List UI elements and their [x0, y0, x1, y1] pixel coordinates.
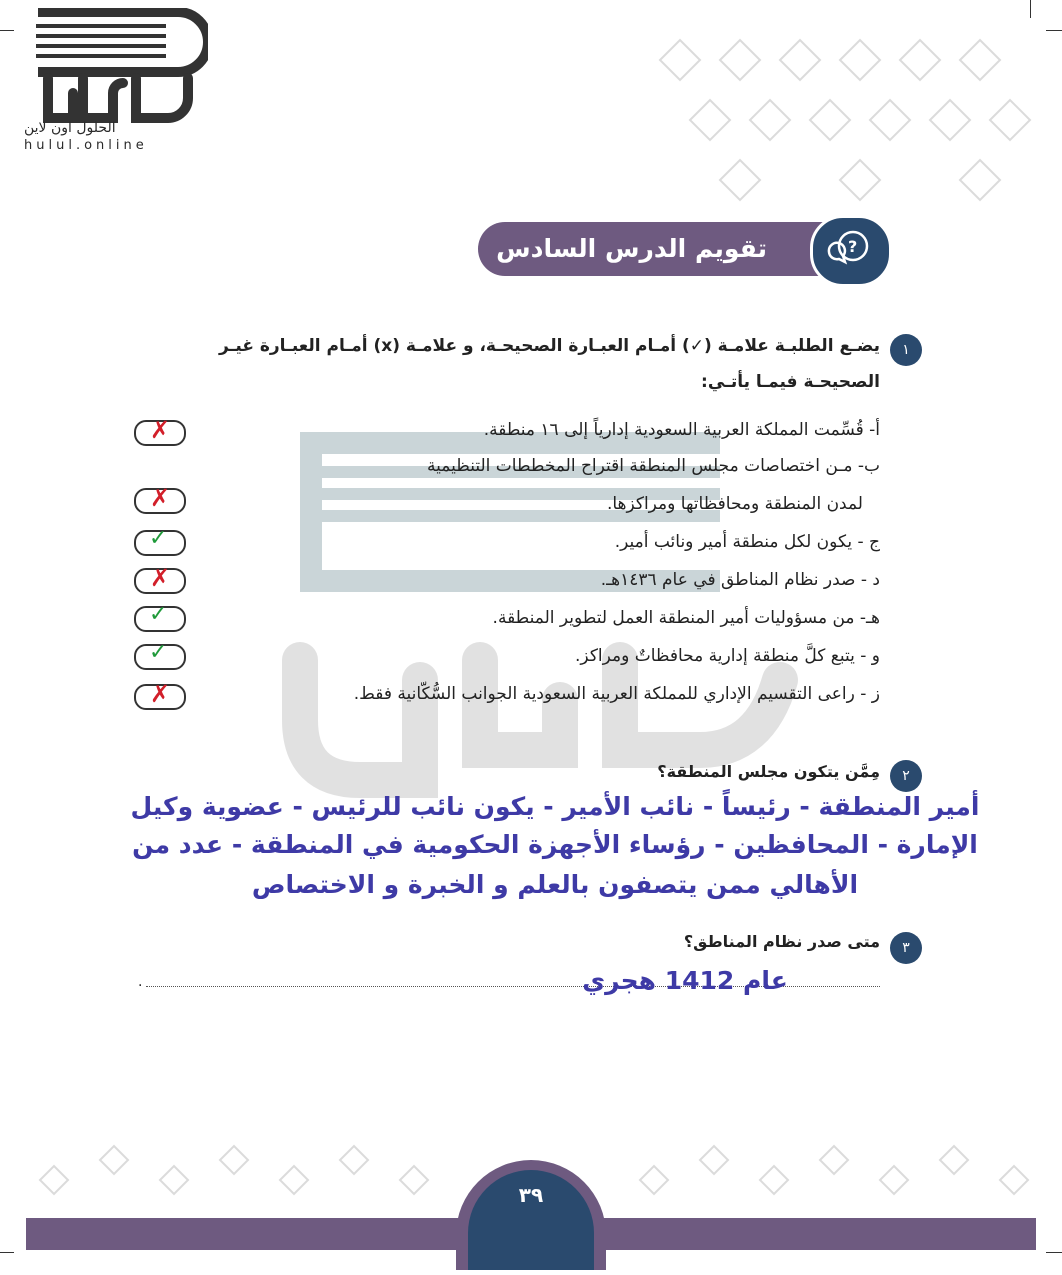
crop-mark-top-right-h	[1046, 30, 1062, 31]
crop-mark-top-right	[1030, 0, 1031, 18]
check-mark-icon: ✓	[149, 526, 168, 551]
crop-mark-bottom-right	[1046, 1252, 1062, 1253]
question-3-answer: عام 1412 هجري	[582, 966, 788, 995]
question-2-answer-line-1: أمير المنطقة - رئيساً - نائب الأمير - يكون نائب للرئيس - عضوية وكيل	[130, 792, 980, 821]
statement-e: هـ- من مسؤوليات أمير المنطقة العمل لتطوير المنطقة.	[492, 608, 880, 628]
answer-line-end-dot: .	[138, 974, 143, 990]
answer-box-d[interactable]	[134, 564, 186, 594]
question-3-number: ٣	[890, 932, 922, 964]
answer-box-b[interactable]	[134, 484, 186, 514]
statement-f: و - يتبع كلَّ منطقة إدارية محافظاتٌ ومراكز.	[575, 646, 880, 666]
answer-box-c[interactable]	[134, 526, 186, 556]
page-number: ٣٩	[468, 1170, 594, 1270]
answer-box-a[interactable]	[134, 416, 186, 446]
answer-box-g[interactable]	[134, 680, 186, 710]
statement-d: د - صدر نظام المناطق في عام ١٤٣٦هـ.	[600, 570, 880, 590]
question-1-instruction-line-1: يضـع الطلبـة علامـة (✓) أمـام العبـارة الصحيحـة، و علامـة (x) أمـام العبـارة غيـر	[219, 336, 880, 356]
answer-box-e[interactable]	[134, 602, 186, 632]
statement-g: ز - راعى التقسيم الإداري للمملكة العربية السعودية الجوانب السُّكّانية فقط.	[353, 684, 880, 704]
cross-mark-icon: ✗	[150, 416, 171, 444]
decorative-pattern-top	[620, 20, 1040, 220]
question-3-text: متى صدر نظام المناطق؟	[683, 932, 880, 951]
header-icon-badge	[810, 215, 892, 287]
hulul-logo	[18, 8, 208, 158]
cross-mark-icon: ✗	[150, 564, 171, 592]
cross-mark-icon: ✗	[150, 680, 171, 708]
question-2-number: ٢	[890, 760, 922, 792]
question-speech-icon	[813, 218, 883, 278]
hulul-watermark	[220, 420, 860, 850]
question-2-answer-line-2: الإمارة - المحافظين - رؤساء الأجهزة الحكومية في المنطقة - عدد من	[132, 830, 978, 859]
question-1-instruction-line-2: الصحيحـة فيمـا يأتـي:	[701, 372, 880, 392]
check-mark-icon: ✓	[149, 602, 168, 627]
answer-box-f[interactable]	[134, 640, 186, 670]
lesson-review-title: تقويم الدرس السادس	[478, 222, 863, 276]
check-mark-icon: ✓	[149, 640, 168, 665]
crop-mark-bottom-left	[0, 1252, 14, 1253]
logo-latin-text: hulul.online	[24, 138, 148, 153]
crop-mark-top-left	[0, 30, 14, 31]
logo-arabic-tagline: الحلول اون لاين	[24, 120, 116, 136]
question-1-number: ١	[890, 334, 922, 366]
statement-b-cont: لمدن المنطقة ومحافظاتها ومراكزها.	[606, 494, 863, 514]
cross-mark-icon: ✗	[150, 484, 171, 512]
question-2-text: مِمَّن يتكون مجلس المنطقة؟	[657, 762, 880, 781]
statement-c: ج - يكون لكل منطقة أمير ونائب أمير.	[614, 532, 880, 552]
svg-text:?: ?	[848, 237, 858, 256]
statement-a: أ- قُسِّمت المملكة العربية السعودية إدارياً إلى ١٦ منطقة.	[483, 420, 880, 440]
question-2-answer-line-3: الأهالي ممن يتصفون بالعلم و الخبرة و الاختصاص	[251, 870, 859, 899]
statement-b: ب- مـن اختصاصات مجلس المنطقة اقتراح المخططات التنظيمية	[427, 456, 880, 476]
